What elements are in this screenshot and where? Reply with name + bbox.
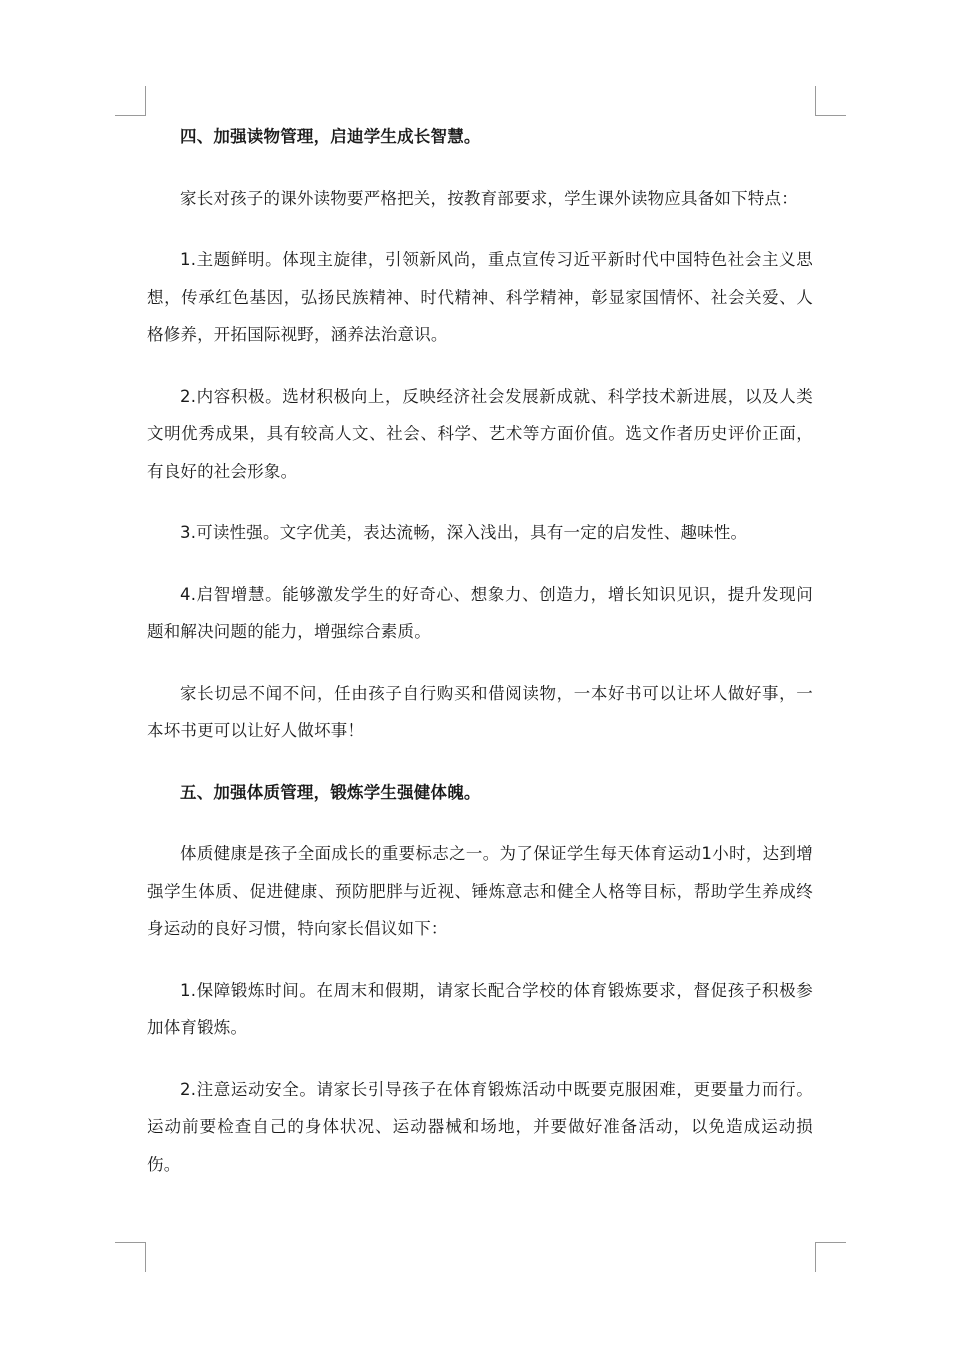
paragraph-fitness-item-1: 1.保障锻炼时间。在周末和假期，请家长配合学校的体育锻炼要求，督促孩子积极参加体育锻炼。	[147, 980, 813, 1037]
crop-mark-bottom-left	[115, 1242, 146, 1272]
paragraph-reading-item-4: 4.启智增慧。能够激发学生的好奇心、想象力、创造力，增长知识见识，提升发现问题和解决问题的能力，增强综合素质。	[147, 584, 813, 641]
paragraph-fitness-intro: 体质健康是孩子全面成长的重要标志之一。为了保证学生每天体育运动1小时，达到增强学生体质、促进健康、预防肥胖与近视、锤炼意志和健全人格等目标，帮助学生养成终身运动的良好习惯，特向家长倡议如下：	[147, 844, 813, 938]
crop-mark-top-right	[815, 86, 846, 116]
paragraph-fitness-item-2: 2.注意运动安全。请家长引导孩子在体育锻炼活动中既要克服困难，更要量力而行。运动前要检查自己的身体状况、运动器械和场地，并要做好准备活动，以免造成运动损伤。	[147, 1079, 813, 1174]
paragraph-reading-warning: 家长切忌不闻不问，任由孩子自行购买和借阅读物，一本好书可以让坏人做好事，一本坏书更可以让好人做坏事！	[147, 683, 813, 740]
section-heading-5: 五、加强体质管理，锻炼学生强健体魄。	[180, 782, 481, 802]
paragraph-reading-item-3: 3.可读性强。文字优美，表达流畅，深入浅出，具有一定的启发性、趣味性。	[180, 523, 748, 542]
section-heading-4: 四、加强读物管理，启迪学生成长智慧。	[180, 127, 481, 146]
paragraph-reading-item-1: 1.主题鲜明。体现主旋律，引领新风尚，重点宣传习近平新时代中国特色社会主义思想，传承红色基因，弘扬民族精神、时代精神、科学精神，彰显家国情怀、社会关爱、人格修养，开拓国际视野，涵养法治意识。	[147, 250, 813, 344]
crop-mark-top-left	[115, 86, 146, 116]
paragraph-reading-intro: 家长对孩子的课外读物要严格把关，按教育部要求，学生课外读物应具备如下特点：	[180, 188, 798, 208]
paragraph-reading-item-2: 2.内容积极。选材积极向上，反映经济社会发展新成就、科学技术新进展，以及人类文明优秀成果，具有较高人文、社会、科学、艺术等方面价值。选文作者历史评价正面，有良好的社会形象。	[147, 386, 813, 481]
document-body	[147, 118, 813, 1207]
crop-mark-bottom-right	[815, 1242, 846, 1272]
